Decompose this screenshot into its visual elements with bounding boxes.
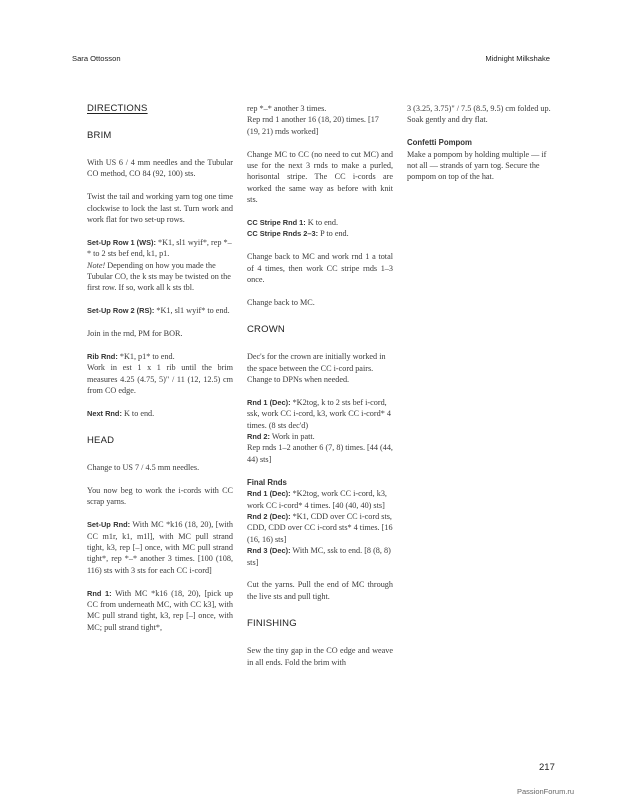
label: Rnd 3 (Dec): xyxy=(247,546,291,556)
text: *K2tog, k to 2 sts bef i-cord, ssk, work CC i-cord, k3, work CC i-cord* 4 times. (8 sts dec'd) xyxy=(247,397,391,430)
paragraph: Cut the yarns. Pull the end of MC through the live sts and pull tight. xyxy=(247,580,393,601)
label: Rib Rnd: xyxy=(87,351,118,361)
text: Work in est 1 x 1 rib until the brim measures 4.25 (4.75, 5)" / 11 (12, 12.5) cm from CO edge. xyxy=(87,363,233,396)
paragraph xyxy=(87,305,233,316)
paragraph: Change back to MC and work rnd 1 a total of 4 times, then work CC stripe rnds 1–3 once. xyxy=(247,252,393,285)
directions-heading: DIRECTIONS xyxy=(87,103,148,114)
label: Rnd 1 (Dec): xyxy=(247,489,291,499)
label: Rnd 1: xyxy=(87,588,112,598)
paragraph: Change back to MC. xyxy=(247,297,315,307)
label: Set-Up Rnd: xyxy=(87,520,131,530)
confetti-pompom-heading: Confetti Pompom xyxy=(407,138,472,148)
paragraph: With US 6 / 4 mm needles and the Tubular CO method, CO 84 (92, 100) sts. xyxy=(87,158,233,179)
paragraph xyxy=(247,397,393,465)
paragraph xyxy=(87,408,233,419)
paragraph xyxy=(407,137,553,183)
brim-heading: BRIM xyxy=(87,130,112,141)
paragraph: Change to US 7 / 4.5 mm needles. xyxy=(87,463,200,473)
note-label: Note! xyxy=(87,260,106,270)
column-1 xyxy=(87,103,233,645)
text: With MC *k16 (18, 20), [with CC m1r, k1, m1l], with MC pull strand tight, k3, rep [–] once, with MC pull strand tight*, rep *–* another 3 times. [100 (108, 116) sts with 3 sts for each CC i-cord] xyxy=(87,520,234,575)
paragraph: 3 (3.25, 3.75)" / 7.5 (8.5, 9.5) cm folded up. Soak gently and dry flat. xyxy=(407,104,551,125)
text: P to end. xyxy=(318,229,349,239)
label: CC Stripe Rnds 2–3: xyxy=(247,229,319,239)
paragraph: Join in the rnd, PM for BOR. xyxy=(87,329,183,339)
column-3 xyxy=(407,103,553,194)
header-author: Sara Ottosson xyxy=(72,54,121,63)
paragraph xyxy=(247,103,393,137)
paragraph: Change MC to CC (no need to cut MC) and use for the next 3 rnds to make a purled, horisontal stripe. The CC i-cords are worked the same way as before with knit sts. xyxy=(247,149,393,205)
text: *K1, p1* to end. xyxy=(117,351,175,361)
text: rep *–* another 3 times. xyxy=(247,104,327,113)
paragraph xyxy=(87,519,233,576)
final-rnds-heading: Final Rnds xyxy=(247,477,287,487)
text: *K1, sl1 wyif* to end. xyxy=(154,306,230,316)
text: *K1, CDD over CC i-cord sts, CDD, CDD over CC i-cord sts* 4 times. [16 (16, 16) sts] xyxy=(247,511,393,544)
paragraph: Sew the tiny gap in the CO edge and weave in all ends. Fold the brim with xyxy=(247,646,393,667)
finishing-heading: FINISHING xyxy=(247,618,297,630)
paragraph: Dec's for the crown are initially worked in the space between the CC i-cord pairs. Change to DPNs when needed. xyxy=(247,352,386,385)
text: With MC, ssk to end. [8 (8, 8) sts] xyxy=(247,546,391,567)
page-number: 217 xyxy=(539,762,555,773)
column-2 xyxy=(247,103,393,679)
paragraph: You now beg to work the i-cords with CC scrap yarns. xyxy=(87,486,233,507)
text: Rep rnds 1–2 another 6 (7, 8) times. [44 (44, 44) sts] xyxy=(247,443,393,464)
text: Rep rnd 1 another 16 (18, 20) times. [17 (19, 21) rnds worked] xyxy=(247,115,379,136)
label: Rnd 2: xyxy=(247,432,270,442)
watermark: PassionForum.ru xyxy=(517,787,575,796)
header-title: Midnight Milkshake xyxy=(485,54,550,63)
paragraph xyxy=(87,351,233,397)
paragraph xyxy=(87,588,233,634)
paragraph xyxy=(247,477,393,568)
head-heading: HEAD xyxy=(87,435,115,447)
crown-heading: CROWN xyxy=(247,324,285,336)
label: Set-Up Row 2 (RS): xyxy=(87,306,155,316)
text: With MC *k16 (18, 20), [pick up CC from underneath MC, with CC k3], with MC pull strand tight, k3, rep [–] once, with MC; pull strand tight*, xyxy=(87,588,233,632)
label: Next Rnd: xyxy=(87,408,122,418)
text: K to end. xyxy=(121,408,155,418)
text: Depending on how you made the Tubular CO, the k sts may be twisted on the first row. If so, work all k sts tbl. xyxy=(87,260,231,293)
text: K to end. xyxy=(305,218,339,228)
paragraph xyxy=(87,237,233,294)
text: *K1, sl1 wyif*, rep *–* to 2 sts bef end, k1, p1. xyxy=(87,237,232,259)
paragraph xyxy=(247,217,393,240)
label: Rnd 2 (Dec): xyxy=(247,511,291,521)
text: Work in patt. xyxy=(270,432,315,442)
label: Rnd 1 (Dec): xyxy=(247,397,291,407)
text: Make a pompom by holding multiple — if not all — strands of yarn tog. Secure the pompom on top of the hat. xyxy=(407,149,547,182)
text: *K2tog, work CC i-cord, k3, work CC i-cord* 4 times. [40 (40, 40) sts] xyxy=(247,489,387,510)
paragraph: Twist the tail and working yarn tog one time clockwise to lock the last st. Turn work and work flat for two set-up rows. xyxy=(87,192,233,225)
label: CC Stripe Rnd 1: xyxy=(247,218,306,228)
label: Set-Up Row 1 (WS): xyxy=(87,237,156,247)
